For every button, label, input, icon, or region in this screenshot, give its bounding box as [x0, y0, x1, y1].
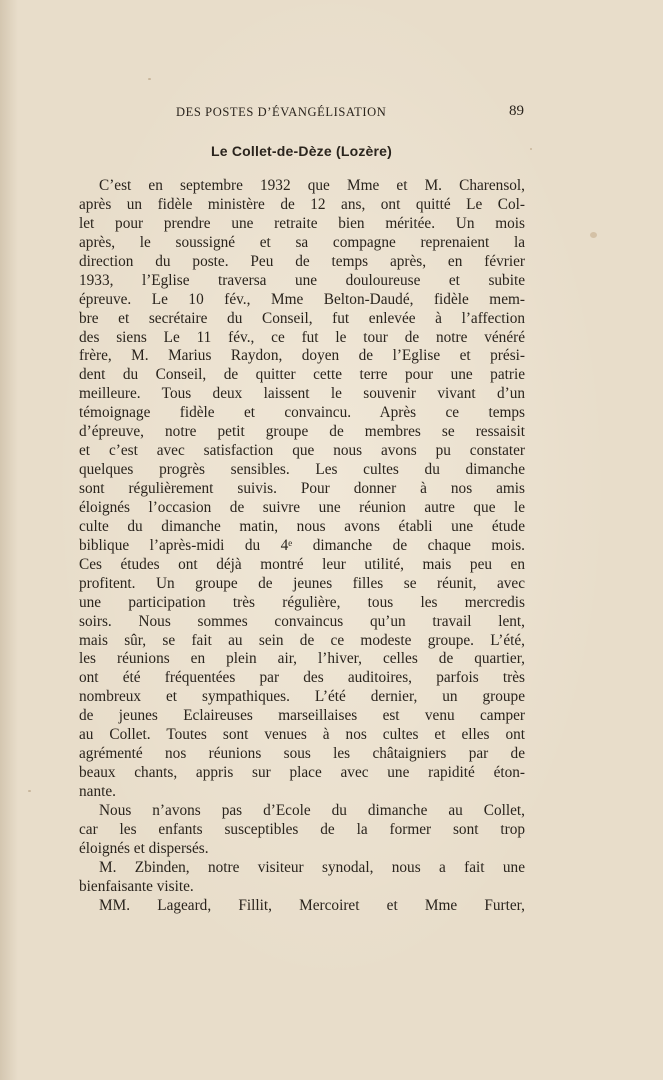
text-line: biblique l’après-midi du 4ᵉ dimanche de chaque mois. [79, 536, 525, 554]
text-line: frère, M. Marius Raydon, doyen de l’Eglise et prési- [79, 347, 525, 365]
text-line: 1933, l’Eglise traversa une douloureuse et subite [79, 271, 525, 289]
text-line: bienfaisante visite. [79, 877, 194, 895]
body-text [79, 177, 525, 916]
text-line: beaux chants, appris sur place avec une rapidité éton- [79, 764, 525, 782]
text-line: témoignage fidèle et convaincu. Après ce temps [79, 404, 525, 422]
text-line: meilleure. Tous deux laissent le souvenir vivant d’un [79, 385, 525, 403]
text-line: éloignés l’occasion de suivre une réunion autre que le [79, 498, 525, 516]
paper-speck [590, 232, 597, 238]
text-line: Nous n’avons pas d’Ecole du dimanche au Collet, [99, 801, 525, 819]
text-line: les réunions en plein air, l’hiver, celles de quartier, [79, 650, 525, 668]
text-line: une participation très régulière, tous les mercredis [79, 593, 525, 611]
text-line: direction du poste. Peu de temps après, en février [79, 252, 525, 270]
text-line: nombreux et sympathiques. L’été dernier, un groupe [79, 688, 525, 706]
paper-speck [148, 78, 151, 80]
text-line: C’est en septembre 1932 que Mme et M. Charensol, [99, 177, 525, 194]
text-line: après un fidèle ministère de 12 ans, ont quitté Le Col- [79, 195, 525, 213]
text-line: de jeunes Eclaireuses marseillaises est venu camper [79, 707, 525, 725]
text-line: éloignés et dispersés. [79, 839, 209, 857]
text-line: let pour prendre une retraite bien méritée. Un mois [79, 214, 525, 232]
text-line: M. Zbinden, notre visiteur synodal, nous a fait une [99, 858, 525, 876]
text-line: soirs. Nous sommes convaincus qu’un travail lent, [79, 612, 525, 630]
text-line: car les enfants susceptibles de la former sont trop [79, 820, 525, 838]
running-header [78, 105, 524, 125]
text-line: sont régulièrement suivis. Pour donner à nos amis [79, 480, 525, 497]
text-line: quelques progrès sensibles. Les cultes du dimanche [79, 461, 525, 479]
text-line: dent du Conseil, de quitter cette terre pour une patrie [79, 366, 525, 384]
text-line: épreuve. Le 10 fév., Mme Belton-Daudé, fidèle mem- [79, 290, 525, 308]
text-line: bre et secrétaire du Conseil, fut enlevée à l’affection [79, 309, 525, 327]
text-line: culte du dimanche matin, nous avons établi une étude [79, 517, 525, 535]
text-line: au Collet. Toutes sont venues à nos cultes et elles ont [79, 726, 525, 744]
text-line: nante. [79, 783, 116, 800]
running-title: DES POSTES D’ÉVANGÉLISATION [176, 105, 387, 119]
text-line: après, le soussigné et sa compagne reprenaient la [79, 233, 525, 251]
text-line: ont été fréquentées par des auditoires, parfois très [79, 669, 525, 687]
paper-speck [28, 790, 31, 792]
text-line: des siens Le 11 fév., ce fut le tour de notre vénéré [79, 328, 525, 346]
text-line: MM. Lageard, Fillit, Mercoiret et Mme Furter, [99, 896, 525, 914]
text-line: Ces études ont déjà montré leur utilité, mais peu en [79, 555, 525, 573]
text-line: et c’est avec satisfaction que nous avons pu constater [79, 442, 525, 460]
text-line: agrémenté nos réunions sous les châtaigniers par de [79, 745, 525, 763]
page-number: 89 [509, 103, 524, 119]
text-line: d’épreuve, notre petit groupe de membres se ressaisit [79, 423, 525, 441]
text-line: mais sûr, se fait au sein de ce modeste groupe. L’été, [79, 631, 525, 649]
text-line: profitent. Un groupe de jeunes filles se réunit, avec [79, 574, 525, 592]
section-title: Le Collet-de-Dèze (Lozère) [211, 143, 392, 159]
